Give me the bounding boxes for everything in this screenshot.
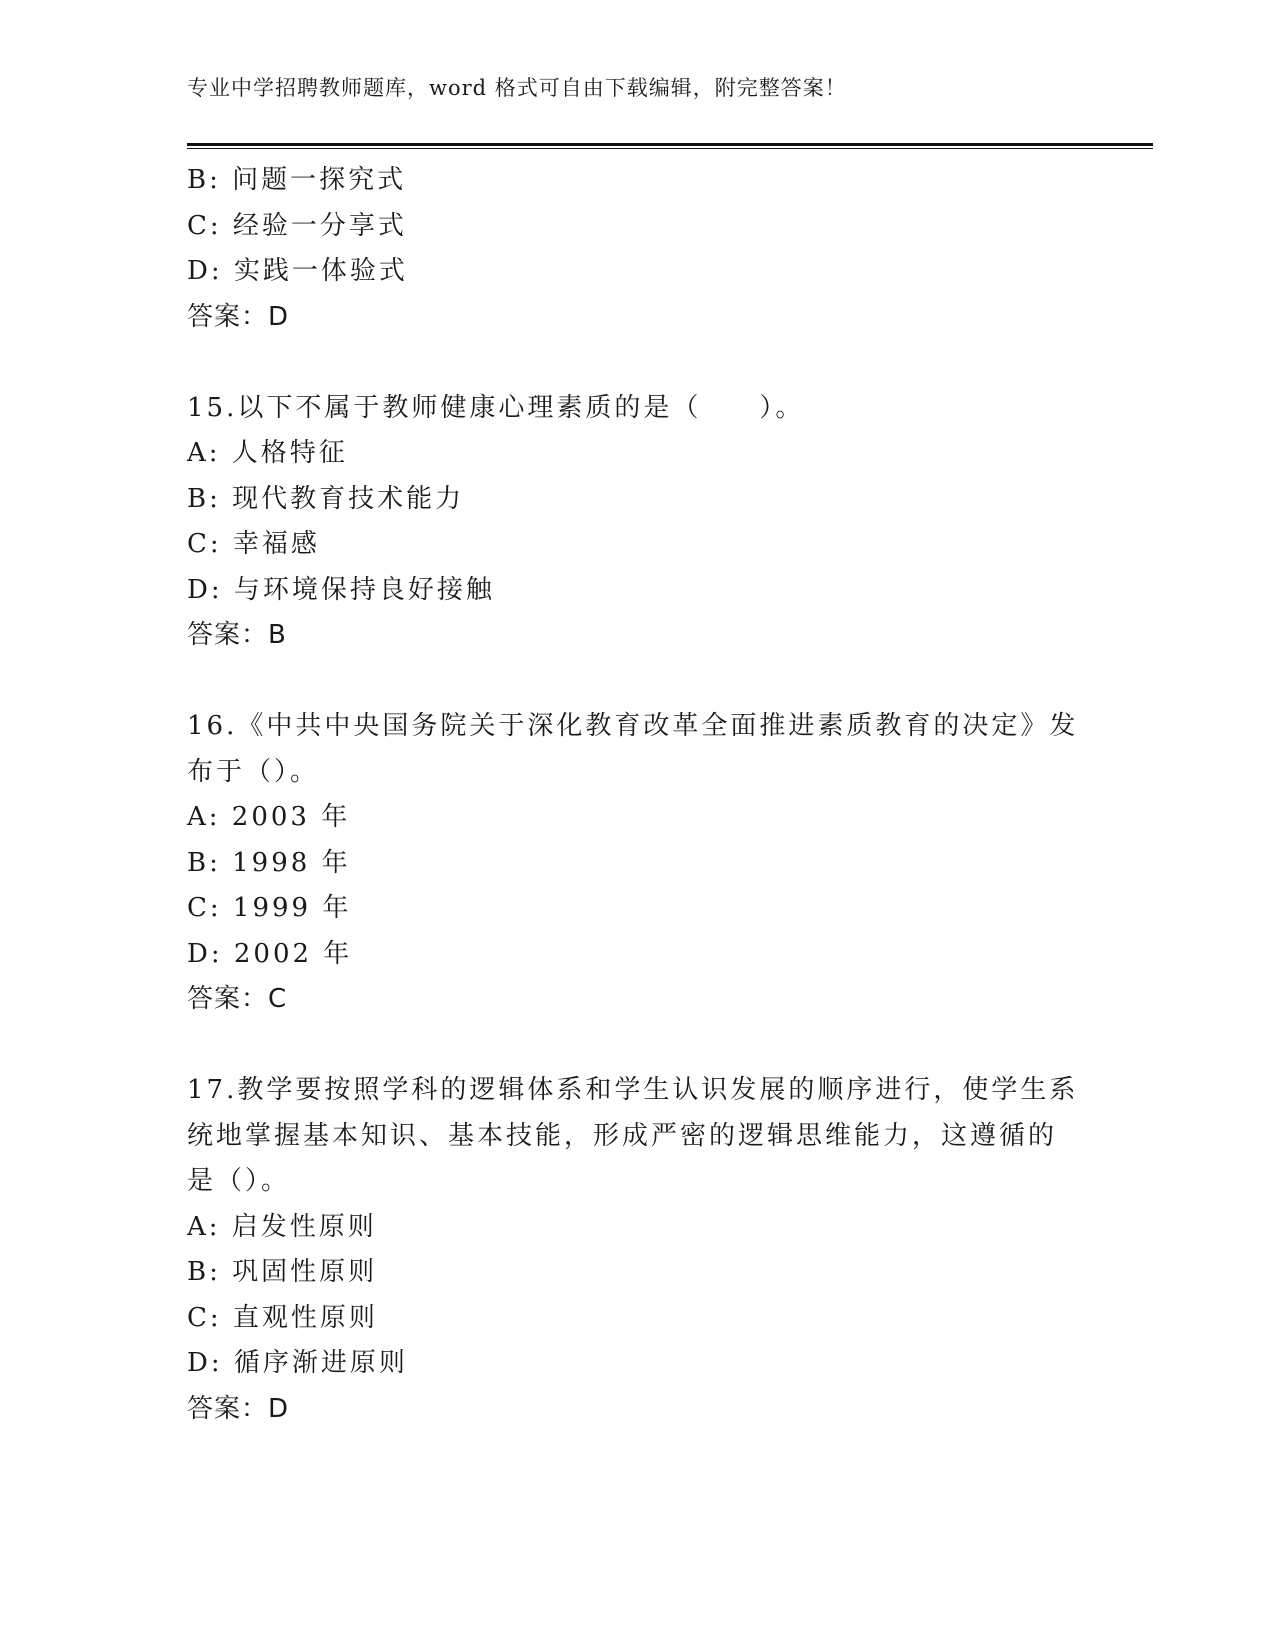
option-d: D: 与环境保持良好接触	[187, 574, 495, 605]
question-16	[187, 704, 1079, 1023]
option-d: D: 循序渐进原则	[187, 1348, 408, 1378]
answer: 答案：C	[187, 984, 288, 1014]
spacer	[187, 1023, 1067, 1069]
option-a: A: 人格特征	[187, 438, 348, 468]
option-a: A: 2003 年	[187, 802, 351, 832]
option-d: D: 实践一体验式	[187, 256, 408, 286]
answer: 答案：D	[187, 1393, 290, 1424]
option-b: B: 1998 年	[187, 847, 351, 878]
option-c: C: 1999 年	[187, 893, 352, 923]
spacer	[187, 340, 1067, 386]
option-c: C: 幸福感	[187, 529, 320, 559]
question-text-line-2: 布于（）。	[187, 756, 320, 787]
question-14-continued	[187, 158, 1067, 340]
option-a: A: 启发性原则	[187, 1211, 377, 1242]
option-b: B: 现代教育技术能力	[187, 483, 465, 514]
question-text-line-3: 是（）。	[187, 1166, 291, 1196]
spacer	[187, 659, 1067, 705]
question-text: 15.以下不属于教师健康心理素质的是（ ）。	[187, 392, 805, 423]
option-d: D: 2002 年	[187, 938, 353, 969]
question-17	[187, 1068, 1079, 1432]
question-text-line-2: 统地掌握基本知识、基本技能，形成严密的逻辑思维能力，这遵循的	[187, 1120, 1058, 1151]
answer: 答案：B	[187, 620, 287, 650]
question-content	[187, 158, 1079, 1432]
question-15	[187, 386, 1067, 659]
page-header: 专业中学招聘教师题库，word 格式可自由下载编辑，附完整答案！	[187, 76, 847, 100]
question-text-line-1: 16.《中共中央国务院关于深化教育改革全面推进素质教育的决定》发	[187, 711, 1079, 741]
option-c: C: 直观性原则	[187, 1302, 378, 1333]
option-b: B: 巩固性原则	[187, 1257, 378, 1287]
question-text-line-1: 17.教学要按照学科的逻辑体系和学生认识发展的顺序进行，使学生系	[187, 1075, 1079, 1105]
answer: 答案：D	[187, 301, 290, 332]
option-c: C: 经验一分享式	[187, 210, 407, 241]
option-b: B: 问题一探究式	[187, 165, 407, 195]
header-divider	[187, 143, 1153, 149]
